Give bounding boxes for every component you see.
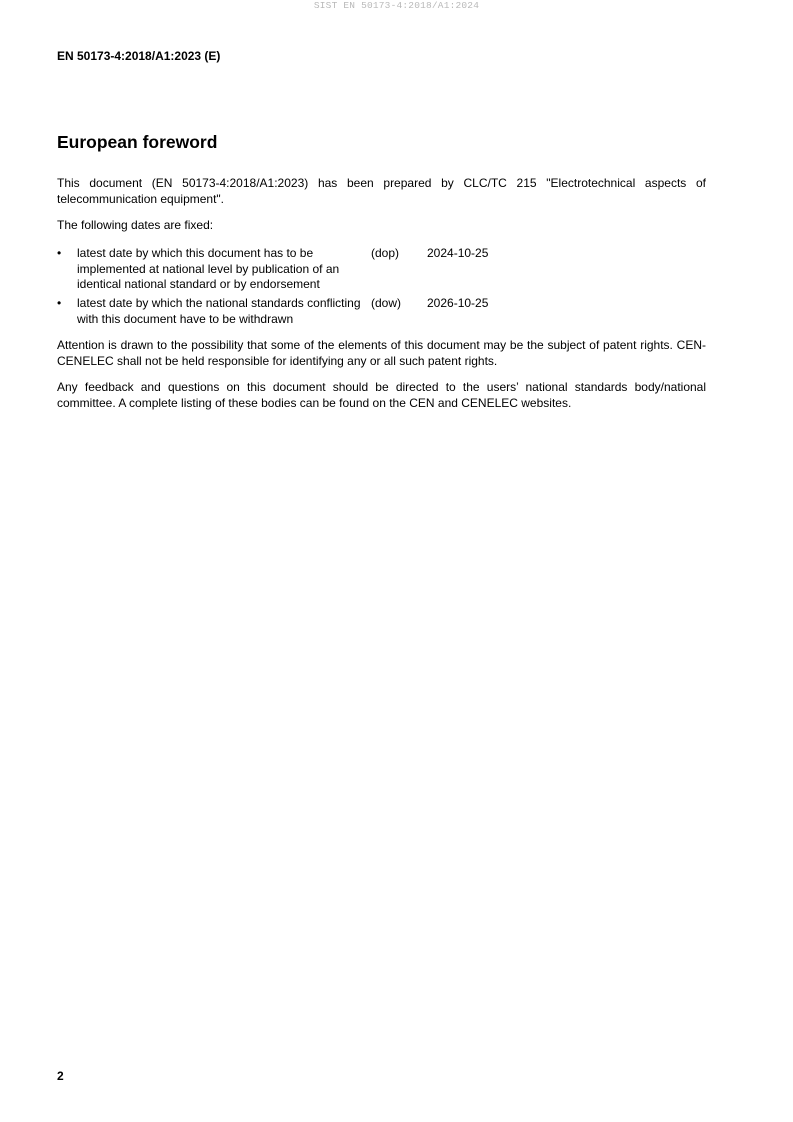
- bullet-icon: •: [57, 246, 62, 261]
- dates-intro-paragraph: The following dates are fixed:: [57, 217, 214, 232]
- feedback-paragraph: Any feedback and questions on this document should be directed to the users’ national standards body/national committee. A complete listing of these bodies can be found on the CEN and CENELEC websites.: [57, 379, 706, 410]
- date-code: (dop): [371, 246, 400, 261]
- date-value: 2024-10-25: [427, 246, 489, 261]
- date-item-dop: [57, 246, 706, 293]
- intro-paragraph: This document (EN 50173-4:2018/A1:2023) has been prepared by CLC/TC 215 "Electrotechnical aspects of telecommunication equipment".: [57, 176, 706, 206]
- page-number: 2: [57, 1069, 64, 1083]
- date-description: latest date by which this document has to be implemented at national level by publication of an identical national standard or by endorsement: [77, 246, 340, 292]
- date-description: latest date by which the national standards conflicting with this document have to be withdrawn: [77, 296, 361, 326]
- page-title: European foreword: [57, 132, 218, 152]
- document-id-header: EN 50173-4:2018/A1:2023 (E): [57, 49, 221, 63]
- patent-paragraph: Attention is drawn to the possibility that some of the elements of this document may be the subject of patent rights. CEN-CENELEC shall not be held responsible for identifying any or all such patent rights.: [57, 338, 706, 368]
- bullet-icon: •: [57, 296, 62, 311]
- date-code: (dow): [371, 296, 402, 311]
- date-item-dow: [57, 296, 706, 327]
- foreword-body: [57, 176, 706, 422]
- watermark: SIST EN 50173-4:2018/A1:2024: [313, 0, 480, 11]
- date-value: 2026-10-25: [427, 296, 489, 311]
